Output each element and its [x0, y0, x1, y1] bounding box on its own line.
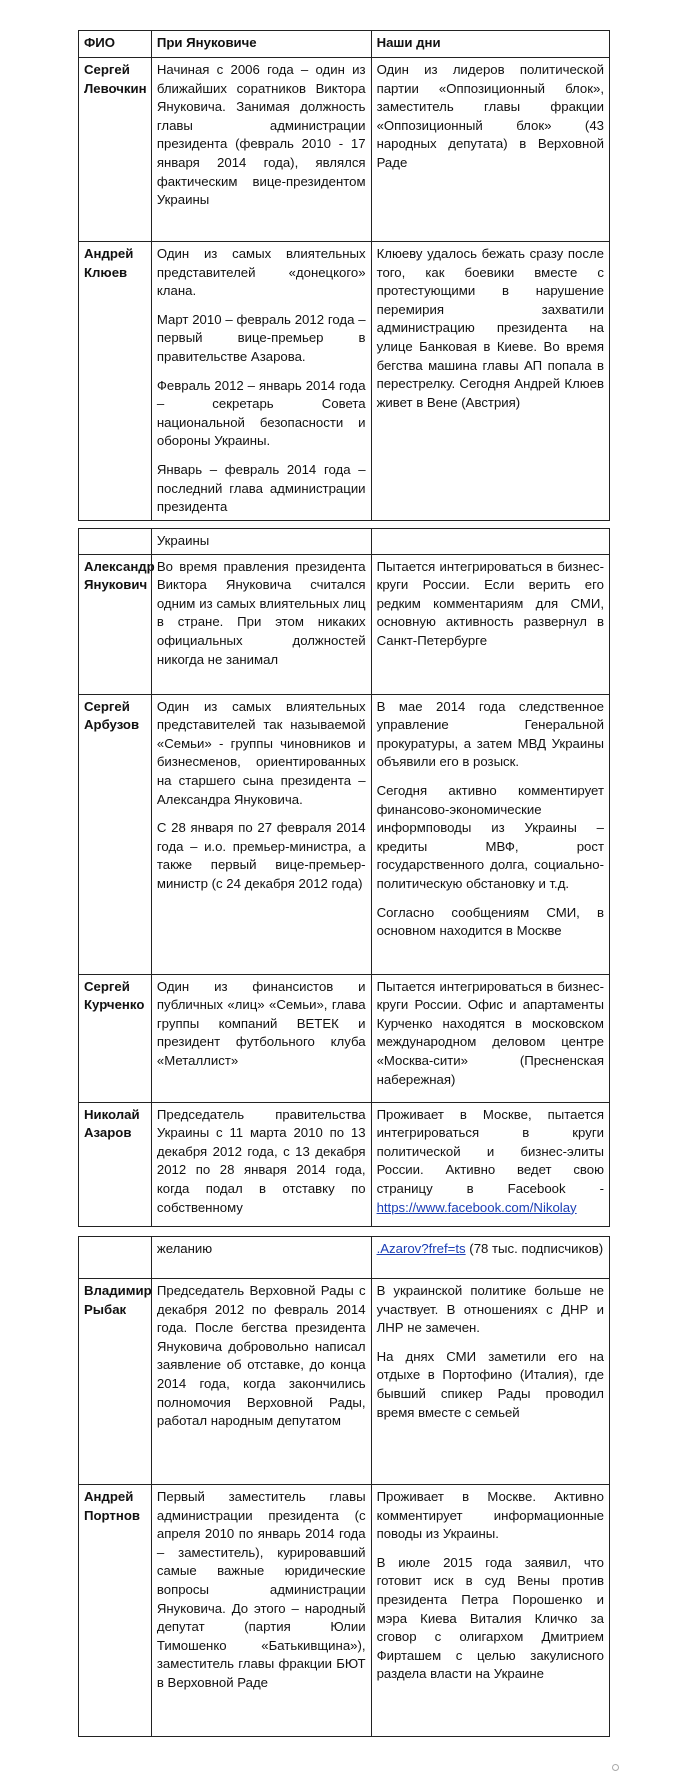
past-role-text: Февраль 2012 – январь 2014 года – секретарь Совета национальной безопасности и обороны Украины. [156, 377, 366, 449]
person-name-empty [79, 1237, 152, 1279]
table-row-continuation [79, 529, 610, 555]
table-row [79, 242, 610, 521]
past-role-cell [151, 974, 371, 1102]
person-name: Сергей Арбузов [79, 694, 152, 974]
current-status-text: Пытается интегрироваться в бизнес-круги России. Офис и апартаменты Курченко находятся в московском международном деловом центре «Москва-сити» (Пресненская набережная) [376, 978, 604, 1087]
past-role-cell [151, 1279, 371, 1485]
facebook-link-continuation[interactable]: .Azarov?fref=ts [376, 1241, 466, 1256]
table-row [79, 554, 610, 694]
subscribers-count: (78 тыс. подписчиков) [469, 1241, 604, 1256]
current-status-cell [371, 974, 609, 1102]
table-row [79, 1102, 610, 1226]
past-role-cell [151, 554, 371, 694]
person-name: Владимир Рыбак [79, 1279, 152, 1485]
past-role-text: С 28 января по 27 февраля 2014 года – и.о. премьер-министра, а также первый вице-премьер-министр (с 24 декабря 2012 года) [156, 820, 366, 891]
table-row [79, 694, 610, 974]
table-row [79, 974, 610, 1102]
person-name: Андрей Клюев [79, 242, 152, 521]
person-name: Сергей Левочкин [79, 58, 152, 242]
past-role-text: Один из самых влиятельных представителей так называемой «Семьи» - группы чиновников и бизнесменов, ориентированных на старшего сына президента – Александра Януковича. [156, 698, 366, 807]
past-role-text: Начиная с 2006 года – один из ближайших соратников Виктора Януковича. Занимая должность главы администрации президента (февраль 2010 - 17 января 2014 года), являлся фактическим вице-президентом Украины [156, 62, 366, 208]
table-row [79, 58, 610, 242]
current-status-text: Клюеву удалось бежать сразу после того, как боевики вместе с протестующими в нарушение перемирия захватили администрацию президента на улице Банковая в Киеве. Во время бегства машина главы АП попала в перестрелку. Сегодня Андрей Клюев живет в Вене (Австрия) [376, 246, 604, 410]
person-name: Сергей Курченко [79, 974, 152, 1102]
current-status-cell [371, 1279, 609, 1485]
past-role-cell [151, 694, 371, 974]
current-status-cell [371, 694, 609, 974]
current-status-text: В мае 2014 года следственное управление Генеральной прокуратуры, а затем МВД Украины объявили его в розыск. [376, 698, 604, 770]
past-role-text: Один из самых влиятельных представителей «донецкого» клана. [156, 246, 366, 299]
current-status-continuation [371, 1237, 609, 1279]
person-name-empty [79, 529, 152, 555]
current-status-text: Согласно сообщениям СМИ, в основном находится в Москве [376, 904, 604, 939]
past-role-text: Председатель правительства Украины с 11 марта 2010 по 13 декабря 2012 года, с 13 декабря 2012 по 28 января 2014 года, когда подал в отставку по собственному [156, 1106, 366, 1215]
person-name: Александр Янукович [79, 554, 152, 694]
current-status-text: Проживает в Москве, пытается интегрироваться в круги политической и бизнес-элиты России. Активно ведет свою страницу в Facebook - [376, 1106, 604, 1196]
past-role-text: Март 2010 – февраль 2012 года – первый вице-премьер в правительстве Азарова. [156, 311, 366, 364]
past-role-text: Председатель Верховной Рады с декабря 2012 по февраль 2014 года. После бегства президента Януковича добровольно написал заявление об отставке, до конца 2014 года, когда закончились полномочия Верховной Рады, работал народным депутатом [156, 1283, 366, 1429]
past-role-continuation: Украины [151, 529, 371, 555]
table-row-continuation [79, 1237, 610, 1279]
past-role-cell [151, 242, 371, 521]
current-status-cell [371, 554, 609, 694]
officials-table-part-3 [78, 1236, 610, 1737]
past-role-continuation: желанию [151, 1237, 371, 1279]
current-status-cell [371, 1102, 609, 1226]
current-status-text: В июле 2015 года заявил, что готовит иск в суд Вены против президента Петра Порошенко и мэра Киева Виталия Кличко за сговор с олигархом Дмитрием Фирташем с целью закулисного раздела власти на Украине [376, 1554, 604, 1682]
current-status-text: В украинской политике больше не участвует. В отношениях с ДНР и ЛНР не замечен. [376, 1283, 604, 1336]
current-status-text: Сегодня активно комментирует финансово-экономические информповоды из Украины – кредиты МВФ, рост государственного долга, социально-политическую обстановку и т.д. [376, 782, 604, 891]
table-row [79, 1485, 610, 1737]
past-role-text: Январь – февраль 2014 года – последний глава администрации президента [156, 461, 366, 515]
past-role-cell [151, 1485, 371, 1737]
officials-table-part-1 [78, 30, 610, 521]
current-status-text [377, 1106, 604, 1218]
header-fio: ФИО [79, 31, 152, 58]
past-role-cell [151, 58, 371, 242]
current-status-text: Один из лидеров политической партии «Оппозиционный блок», заместитель главы фракции «Оппозиционный блок» (43 народных депутата) в Верховной Раде [376, 62, 604, 170]
table-row [79, 1279, 610, 1485]
table-header-row [79, 31, 610, 58]
current-status-cell [371, 242, 609, 521]
officials-table-part-2 [78, 528, 610, 1227]
current-status-cell [371, 1485, 609, 1737]
header-under-yanukovych: При Януковиче [151, 31, 371, 58]
past-role-cell [151, 1102, 371, 1226]
past-role-text: Один из финансистов и публичных «лиц» «Семьи», глава группы компаний ВЕТЕК и президент футбольного клуба «Металлист» [156, 978, 366, 1068]
header-nowadays: Наши дни [371, 31, 609, 58]
current-status-empty [371, 529, 609, 555]
person-name: Николай Азаров [79, 1102, 152, 1226]
person-name: Андрей Портнов [79, 1485, 152, 1737]
past-role-text: Во время правления президента Виктора Януковича считался одним из самых влиятельных лиц в стране. При этом никаких официальных должностей никогда не занимал [156, 558, 366, 667]
current-status-text: На днях СМИ заметили его на отдыхе в Портофино (Италия), где бывший спикер Рады проводил время вместе с семьей [376, 1348, 604, 1420]
page-end-marker [612, 1764, 619, 1771]
facebook-link[interactable]: https://www.facebook.com/Nikolay [376, 1199, 577, 1215]
current-status-cell [371, 58, 609, 242]
past-role-text: Первый заместитель главы администрации президента (с апреля 2010 по январь 2014 года – заместитель), курировавший самые важные юридические вопросы администрации Януковича. До этого – народный депутат (партия Юлии Тимошенко «Батькивщина»), заместитель главы фракции БЮТ в Верховной Раде [156, 1489, 366, 1690]
current-status-text [377, 1240, 604, 1259]
current-status-text: Проживает в Москве. Активно комментирует информационные поводы из Украины. [376, 1489, 604, 1542]
current-status-text: Пытается интегрироваться в бизнес-круги России. Если верить его редким комментариям для СМИ, основную активность развернул в Санкт-Петербурге [376, 558, 604, 648]
